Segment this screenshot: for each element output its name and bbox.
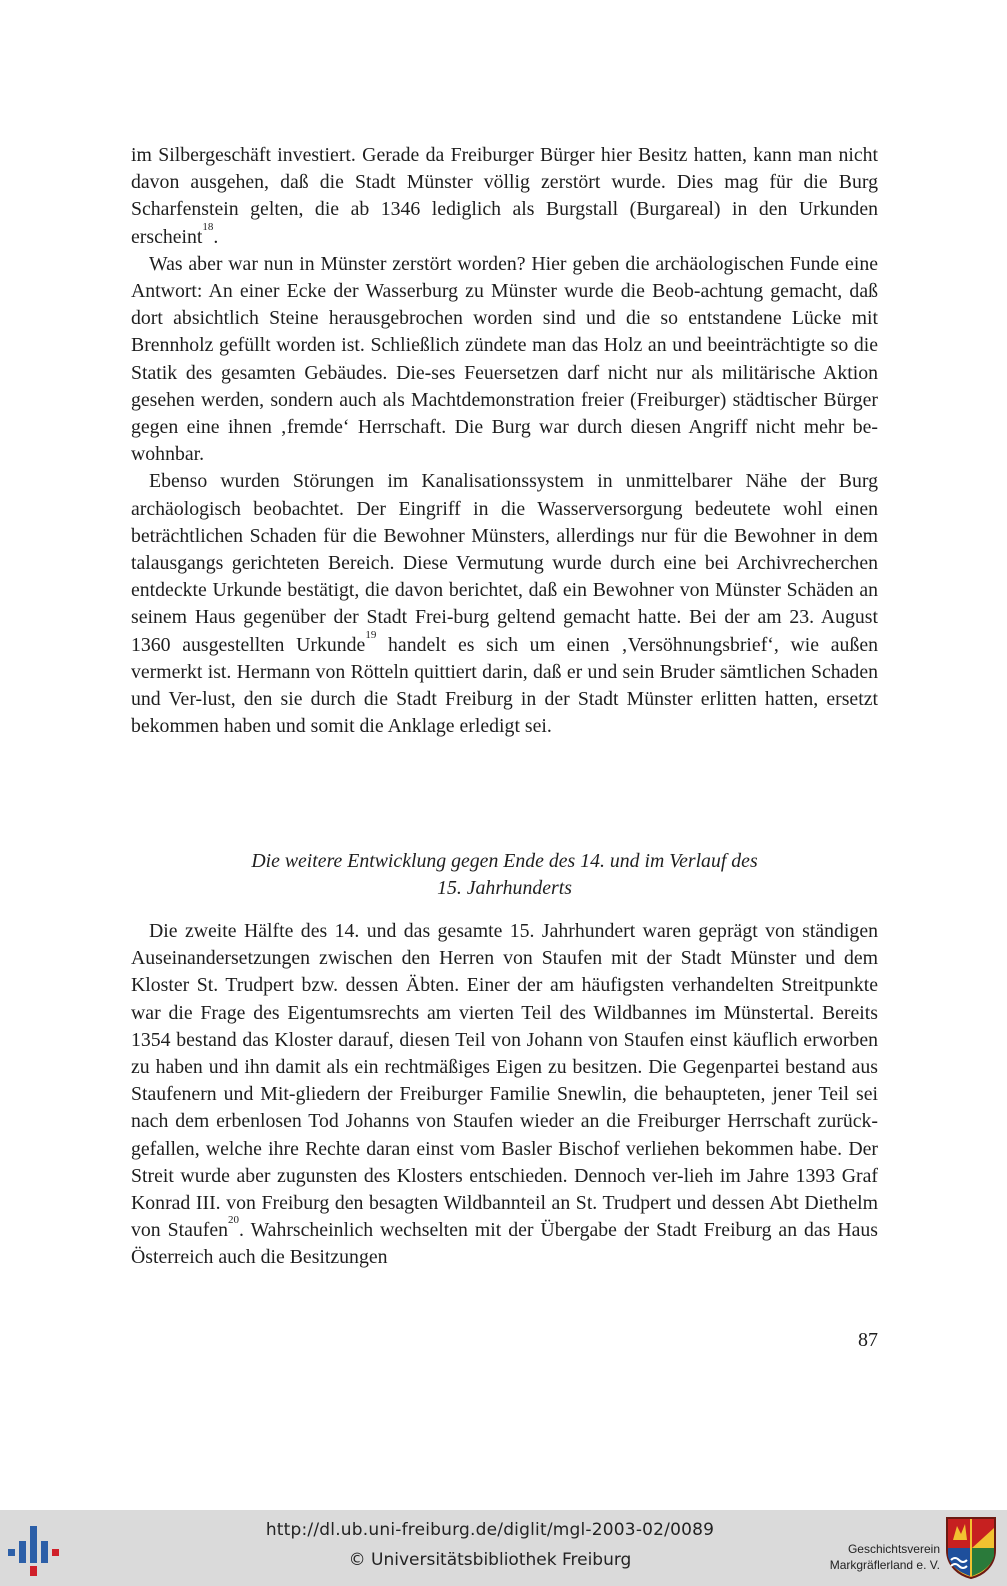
section-heading-line-2: 15. Jahrhunderts <box>437 877 572 900</box>
paragraph-1-tail: . <box>213 225 219 248</box>
paragraph-1-text: im Silbergeschäft investiert. Gerade da Freiburger Bürger hier Besitz hatten, kann man nicht davon ausgehen, daß die Stadt Münster völlig zerstört wurde. Dies mag für die Burg Scharfenstein gelten, die ab 1346 lediglich als Burgstall (Burgareal) in den Urkunden erscheint <box>131 144 878 248</box>
coat-of-arms-icon <box>945 1516 997 1580</box>
footnote-ref-19[interactable]: 19 <box>365 628 377 641</box>
paragraph-3-text: Ebenso wurden Störungen im Kanalisationssystem in unmittelbarer Nähe der Burg archäologisch beobachtet. Der Eingriff in die Wasserversorgung bedeutete wohl einen beträchtlichen Schaden für die Bewohner Münsters, allerdings nur für die Bewohner in dem talausgangs gerichteten Bereich. Diese Vermutung wurde durch eine bei Archivrecherchen entdeckte Urkunde bestätigt, die davon berichtet, daß ein Bewohner von Münster Schäden an seinem Haus gegenüber der Stadt Frei-burg geltend gemacht hatte. Bei der am 23. August 1360 ausgestellten Urkunde <box>131 470 878 656</box>
paragraph-4 <box>131 918 878 1272</box>
footer-url-link[interactable]: http://dl.ub.uni-freiburg.de/diglit/mgl-2003-02/0089 <box>265 1520 715 1540</box>
paragraph-4-text: Die zweite Hälfte des 14. und das gesamte 15. Jahrhundert waren geprägt von ständigen Auseinandersetzungen zwischen den Herren von Staufen mit der Stadt Münster und dem Kloster St. Trudpert bzw. dessen Äbten. Einer der am häufigsten verhandelten Streitpunkte war die Frage des Eigentumsrechts am vierten Teil des Wildbannes im Münstertal. Bereits 1354 bestand das Kloster darauf, diesen Teil von Johann von Staufen einst käuflich erworben zu haben und ihn damit als ein rechtmäßiges Eigen zu besitzen. Die Gegenpartei bestand aus Staufenern und Mit-gliedern der Freiburger Familie Snewlin, die behaupteten, jener Teil sei nach dem erbenlosen Tod Johanns von Staufen wieder an die Freiburger Herrschaft zurück-gefallen, welche ihre Rechte daran einst vom Basler Bischof verliehen bekommen habe. Der Streit wurde aber zugunsten des Klosters entschieden. Dennoch ver-lieh im Jahre 1393 Graf Konrad III. von Freiburg den besagten Wildbannteil an St. Trudpert und dessen Abt Diethelm von Staufen <box>131 920 878 1242</box>
paragraph-4-tail: . Wahrscheinlich wechselten mit der Übergabe der Stadt Freiburg an das Haus Österreich auch die Besitzungen <box>131 1219 878 1269</box>
body-text-block-1 <box>131 142 878 740</box>
paragraph-3-tail: handelt es sich um einen ‚Versöhnungsbrief‘, wie außen vermerkt ist. Hermann von Rötteln quittiert darin, daß er und sein Bruder sämtlichen Schaden und Ver-lust, den sie durch die Stadt Freiburg in der Stadt Münster erlitten hatten, ersetzt bekommen haben und somit die Anklage erledigt sei. <box>131 633 879 738</box>
body-text-block-2 <box>131 918 878 1272</box>
section-heading-line-1: Die weitere Entwicklung gegen Ende des 14. und im Verlauf des <box>251 850 758 872</box>
ub-freiburg-logo-icon[interactable] <box>8 1522 68 1578</box>
section-heading <box>131 848 878 902</box>
society-name-line-1: Geschichtsverein <box>847 1542 940 1556</box>
paragraph-1 <box>131 142 878 251</box>
footnote-ref-18[interactable]: 18 <box>202 220 214 233</box>
society-name <box>800 1541 940 1573</box>
footer-copyright: © Universitätsbibliothek Freiburg <box>348 1550 632 1570</box>
society-name-line-2: Markgräflerland e. V. <box>829 1558 940 1572</box>
paragraph-2: Was aber war nun in Münster zerstört worden? Hier geben die archäologischen Funde eine Antwort: An einer Ecke der Wasserburg zu Münster wurde die Beob-achtung gemacht, daß dort absichtlich Steine herausgebrochen worden sind und die so entstandene Lücke mit Brennholz gefüllt worden ist. Schließlich zündete man das Holz an und beeinträchtigte so die Statik des gesamten Gebäudes. Die-ses Feuersetzen darf nicht nur als militärische Aktion gesehen werden, sondern auch als Machtdemonstration freier (Freiburger) städtischer Bürger gegen eine ihnen ‚fremde‘ Herrschaft. Die Burg war durch diesen Angriff nicht mehr be-wohnbar. <box>131 252 878 466</box>
paragraph-3 <box>131 468 878 740</box>
page-number: 87 <box>858 1329 878 1351</box>
footer-bar <box>0 1510 1007 1586</box>
footnote-ref-20[interactable]: 20 <box>228 1214 240 1227</box>
